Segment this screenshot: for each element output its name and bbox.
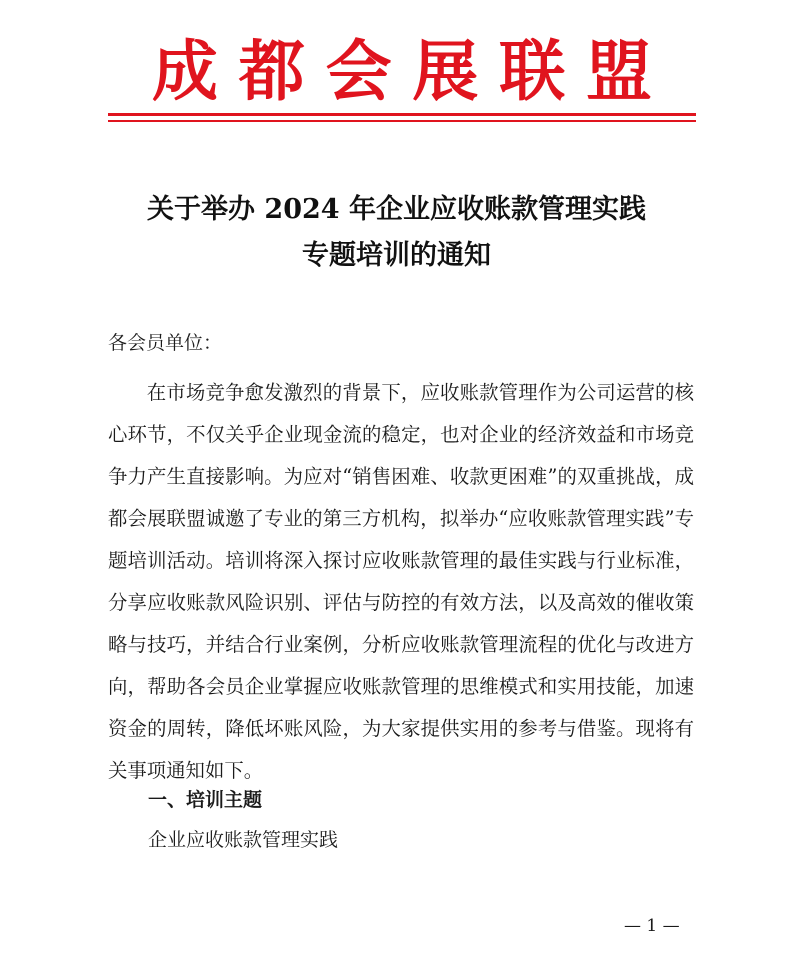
letterhead-divider-thin — [108, 120, 696, 122]
letterhead-char: 都 — [238, 32, 305, 110]
document-title-line-1: 关于举办 2024 年企业应收账款管理实践 — [147, 194, 646, 225]
letterhead-char: 联 — [499, 32, 566, 110]
salutation: 各会员单位： — [108, 332, 223, 354]
letterhead-char: 会 — [325, 32, 392, 110]
section-heading-training-topic: 一、培训主题 — [148, 789, 263, 811]
letterhead — [108, 30, 696, 112]
document-title-line-2: 专题培训的通知 — [302, 240, 491, 271]
letterhead-divider-thick — [108, 113, 696, 116]
letterhead-char: 盟 — [585, 32, 652, 110]
page-number: — 1 — — [624, 916, 680, 936]
training-topic-text: 企业应收账款管理实践 — [148, 829, 339, 851]
letterhead-char: 展 — [412, 32, 479, 110]
body-paragraph: 在市场竞争愈发激烈的背景下，应收账款管理作为公司运营的核心环节，不仅关乎企业现金流的稳定，也对企业的经济效益和市场竞争力产生直接影响。为应对“销售困难、收款更困难”的双重挑战，成都会展联盟诚邀了专业的第三方机构，拟举办“应收账款管理实践”专题培训活动。培训将深入探讨应收账款管理的最佳实践与行业标准，分享应收账款风险识别、评估与防控的有效方法，以及高效的催收策略与技巧，并结合行业案例，分析应收账款管理流程的优化与改进方向，帮助各会员企业掌握应收账款管理的思维模式和实用技能，加速资金的周转，降低坏账风险，为大家提供实用的参考与借鉴。现将有关事项通知如下。 — [108, 381, 694, 782]
letterhead-char: 成 — [152, 32, 218, 110]
